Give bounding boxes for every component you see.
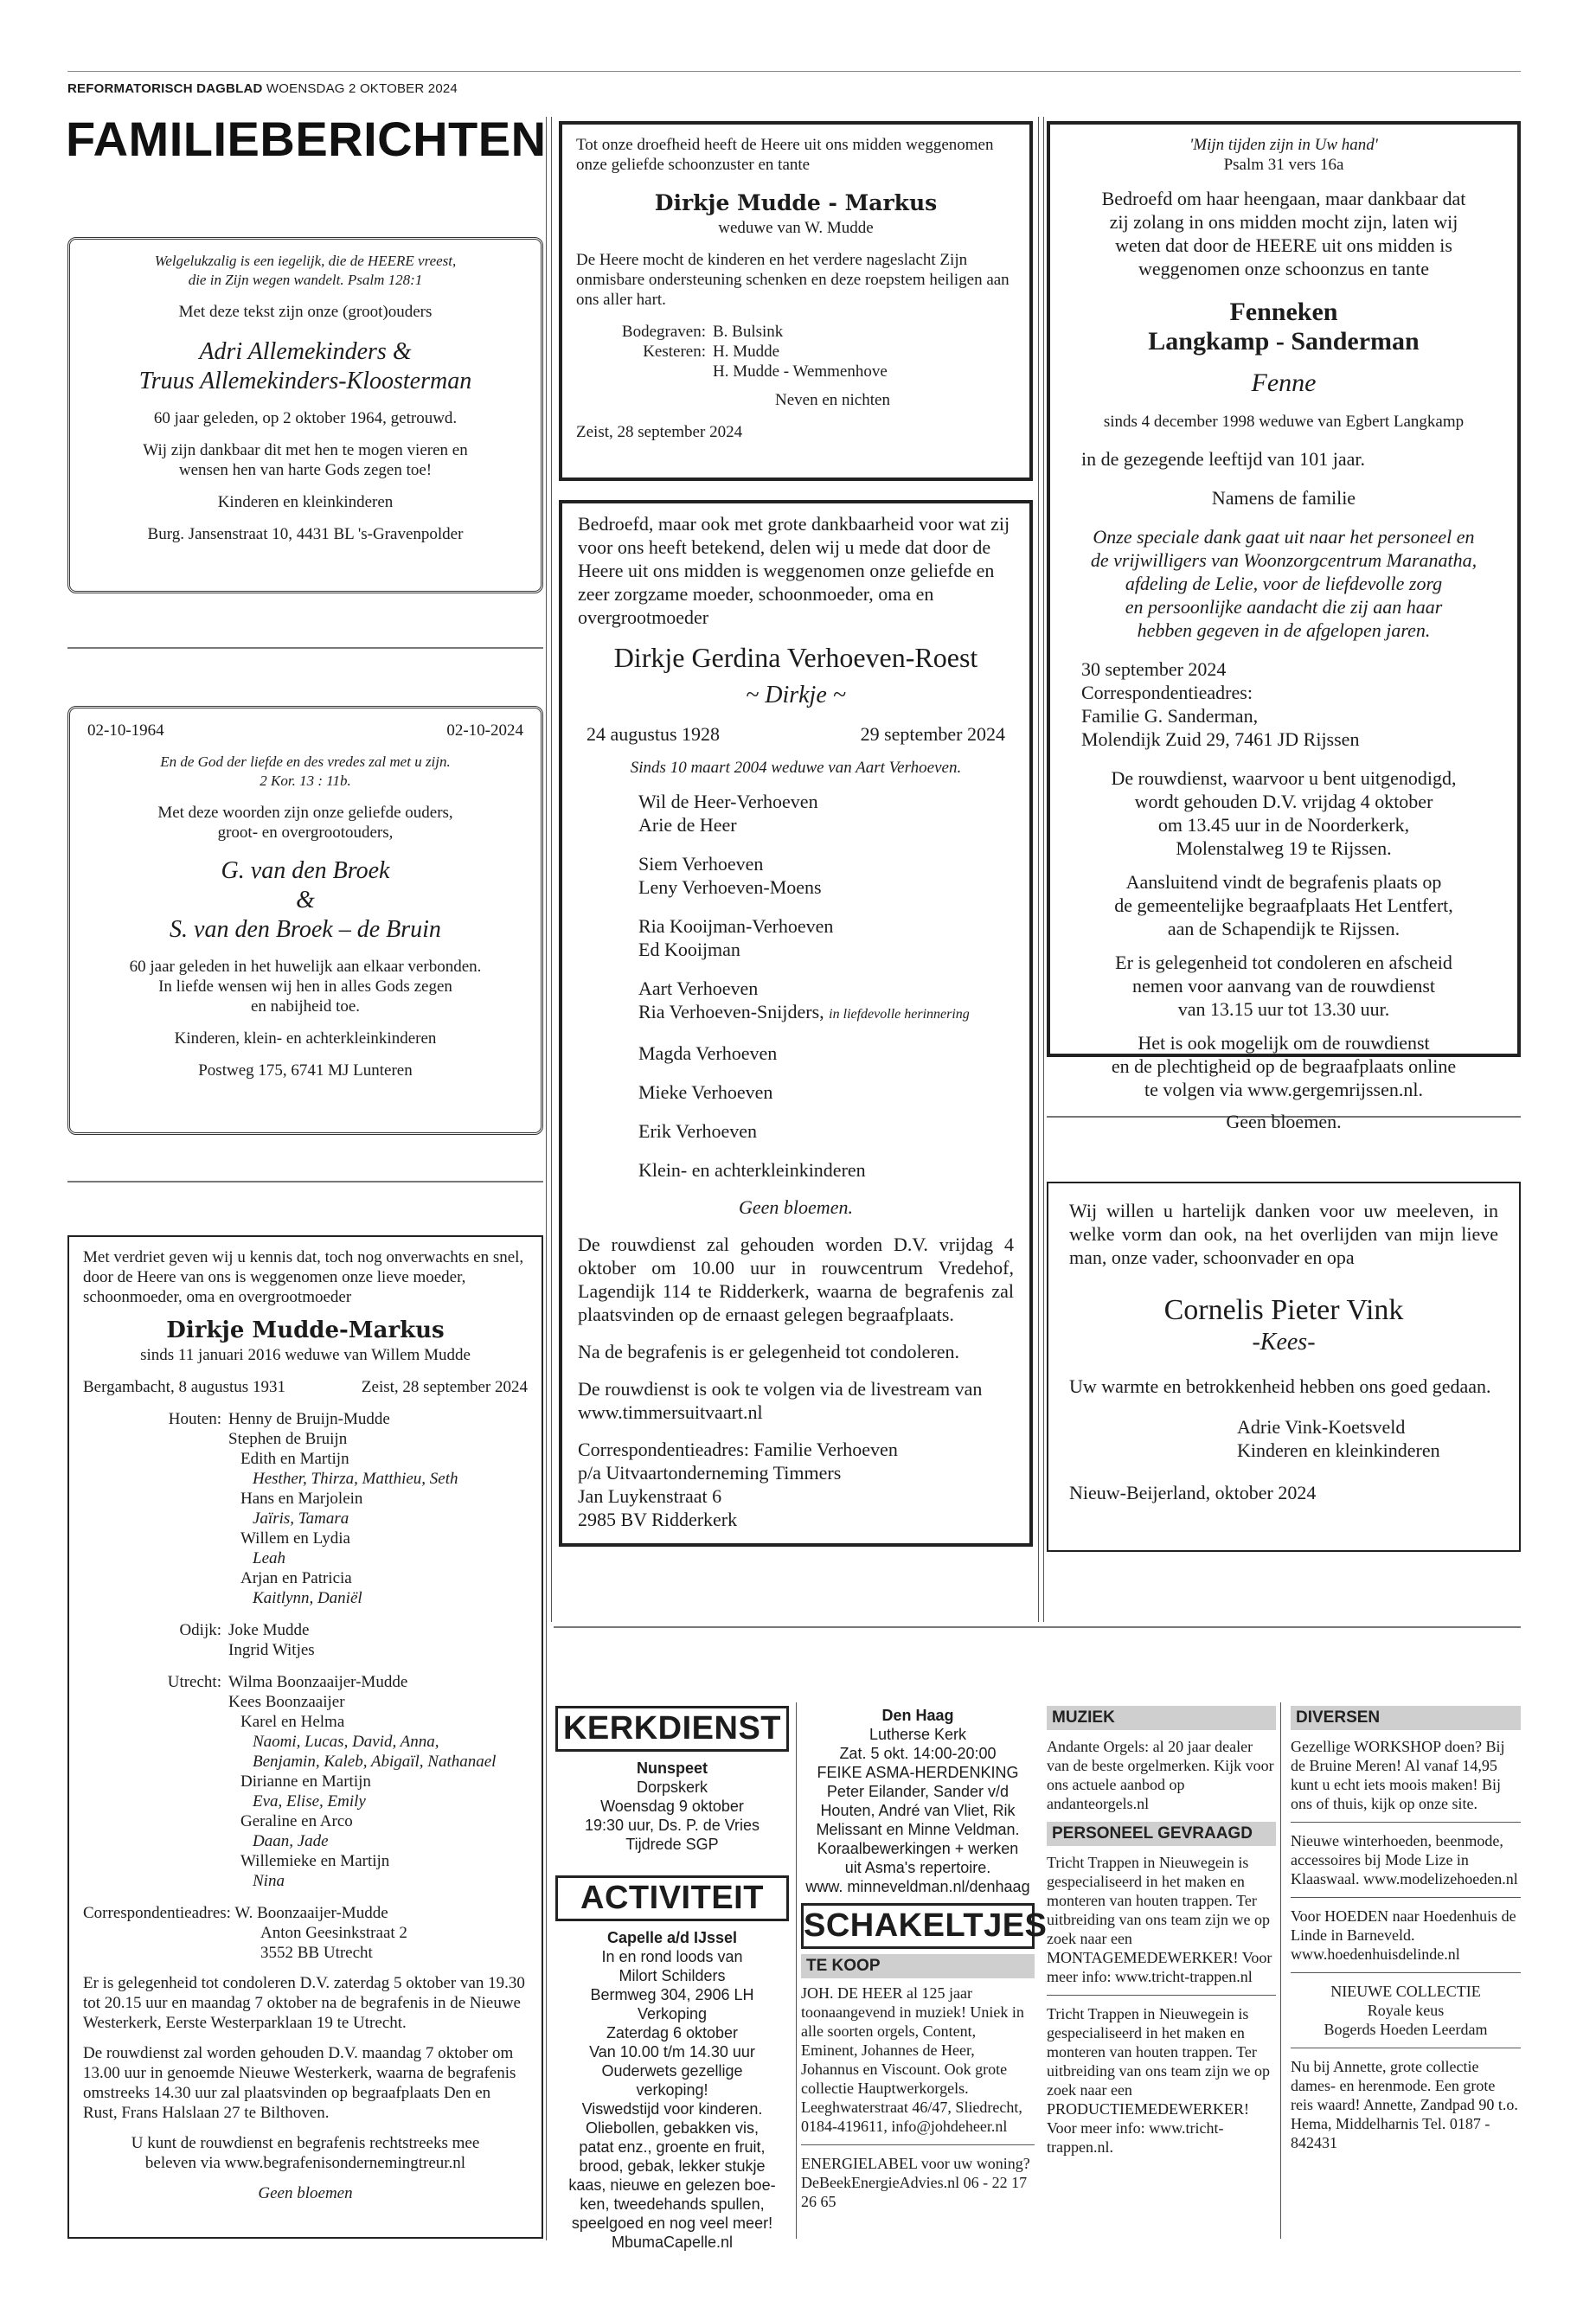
- address: Postweg 175, 6741 MJ Lunteren: [198, 1061, 413, 1080]
- text-line: nemen voor aanvang van de rouwdienst: [1131, 975, 1436, 997]
- relative: B. Bulsink: [713, 323, 784, 341]
- thanks-line: de vrijwilligers van Woonzorgcentrum Maranatha,: [1090, 549, 1477, 571]
- kerkdienst-listing: [555, 1759, 789, 1854]
- family-member: Ingrid Witjes: [228, 1641, 315, 1659]
- ad-separator: [1291, 1822, 1521, 1823]
- relative: H. Mudde - Wemmenhove: [713, 362, 888, 381]
- text-line: aan de Schapendijk te Rijssen.: [1167, 918, 1401, 939]
- grandchild: Edith en Martijn: [240, 1450, 349, 1468]
- obituary-mudde-markus-relatives: [559, 121, 1033, 481]
- signatories: Kinderen, klein- en achterkleinkinderen: [174, 1029, 437, 1048]
- born: 24 augustus 1928: [586, 723, 720, 745]
- deceased-name: Fenneken: [1229, 298, 1338, 326]
- thanks-line: Uw warmte en betrokkenheid hebben ons goed gedaan.: [1069, 1375, 1491, 1397]
- grandchild: Hans en Marjolein: [240, 1490, 363, 1508]
- text-line: van 13.15 uur tot 13.30 uur.: [1177, 998, 1390, 1020]
- corr-line: Correspondentieadres: Familie Verhoeven: [578, 1439, 898, 1460]
- te-koop-header: TE KOOP: [801, 1954, 1035, 1978]
- separator: [67, 647, 543, 649]
- column-divider: [1280, 1702, 1281, 2239]
- widow-line: sinds 11 januari 2016 weduwe van Willem Mudde: [140, 1346, 471, 1364]
- corr-line: Jan Luykenstraat 6: [578, 1485, 722, 1507]
- intro: Met deze tekst zijn onze (groot)ouders: [178, 303, 433, 321]
- ampersand: &: [296, 887, 315, 913]
- listing-line: Zaterdag 6 oktober: [606, 2024, 739, 2041]
- classified-ad: Voor HOEDEN naar Hoedenhuis de Linde in Barneveld. www.hoedenhuisdelinde.nl: [1291, 1907, 1516, 1963]
- corr-line: Familie G. Sanderman,: [1081, 705, 1259, 727]
- family-member: Kees Boonzaaijer: [228, 1693, 345, 1711]
- service-text: [1064, 766, 1503, 860]
- signatories: [1069, 1415, 1498, 1462]
- corr-line: 30 september 2024: [1081, 658, 1227, 680]
- column-divider: [796, 1702, 797, 2239]
- born: Bergambacht, 8 augustus 1931: [83, 1378, 285, 1396]
- masthead-rule: [67, 71, 1521, 72]
- denhaag-listing: [801, 1706, 1035, 1896]
- listing-line: Houten, André van Vliet, Rik: [820, 1802, 1016, 1819]
- condolence-text: Er is gelegenheid tot condoleren D.V. zaterdag 5 oktober van 19.30 tot 20.15 uur en maandag 7 oktober na de begrafenis in de Nieuwe Westerkerk, Eerste Westerparklaan 19 te Utrecht.: [83, 1974, 525, 2032]
- masthead: [67, 81, 458, 96]
- ad-line: NIEUWE COLLECTIE: [1330, 1983, 1481, 2000]
- relatives-note: Neven en nichten: [775, 391, 890, 409]
- listing-line: kaas, nieuwe en gelezen boe-: [568, 2176, 776, 2194]
- listing-line: patat enz., groente en fruit,: [579, 2138, 766, 2156]
- intro: Wij willen u hartelijk danken voor uw meeleven, in welke vorm dan ook, na het overlijden van mijn lieve man, onze vader, schoonvader en opa: [1069, 1200, 1498, 1268]
- date-right: 02-10-2024: [446, 721, 523, 740]
- diversen-block: [1291, 1706, 1521, 2152]
- classified-ad: ENERGIELABEL voor uw woning? DeBeekEnergieAdvies.nl 06 - 22 17 26 65: [801, 2155, 1030, 2210]
- family-odijk: [83, 1620, 528, 1660]
- signatories: Kinderen en kleinkinderen: [217, 493, 394, 511]
- text-line: en de plechtigheid op de begraafplaats online: [1111, 1055, 1457, 1077]
- family-member: Wil de Heer-Verhoeven: [638, 791, 818, 812]
- great-grandchildren: Eva, Elise, Emily: [253, 1792, 366, 1811]
- anniversary-ad-allemekinders: [67, 237, 543, 593]
- listing-line: Tijdrede SGP: [625, 1836, 719, 1853]
- bible-verse: 'Mijn tijden zijn in Uw hand': [1189, 136, 1378, 154]
- listing-line: uit Asma's repertoire.: [844, 1859, 991, 1876]
- ad-line: Bogerds Hoeden Leerdam: [1324, 2021, 1488, 2038]
- bible-verse: Welgelukzalig is een iegelijk, die de HEERE vreest,: [154, 253, 457, 269]
- listing-line: brood, gebak, lekker stukje: [579, 2157, 766, 2175]
- thanks-line: afdeling de Lelie, voor de liefdevolle zorg: [1125, 573, 1443, 594]
- great-grandchildren: Nina: [253, 1872, 285, 1890]
- classified-ad: Andante Orgels: al 20 jaar dealer van de beste orgelmerken. Kijk voor ons actuele aanbod op andanteorgels.nl: [1047, 1738, 1274, 1812]
- life-dates: [578, 722, 1014, 746]
- listing-line: Melissant en Minne Veldman.: [816, 1821, 1020, 1838]
- listing-line: Lutherse Kerk: [869, 1726, 967, 1743]
- activiteit-block: [555, 1875, 789, 2252]
- condolence-text: [1064, 951, 1503, 1021]
- corr-line: 3552 BB Utrecht: [260, 1944, 373, 1962]
- family-member: Aart Verhoeven: [638, 977, 759, 999]
- intro-line: Bedroefd om haar heengaan, maar dankbaar dat: [1101, 188, 1466, 209]
- service-text: De rouwdienst zal worden gehouden D.V. maandag 7 oktober om 13.00 uur in genoemde Nieuwe Westerkerk, waarna de begrafenis omstreeks 14.30 uur zal plaatsvinden op begraafplaats Den en Rust, Frans Halslaan 27 te Bilthoven.: [83, 2044, 516, 2122]
- corr-line: p/a Uitvaartonderneming Timmers: [578, 1462, 842, 1484]
- widow-line: sinds 4 december 1998 weduwe van Egbert Langkamp: [1103, 413, 1465, 431]
- great-grandchildren: Kaitlynn, Daniël: [253, 1589, 362, 1607]
- ad-separator: [1047, 1995, 1276, 1996]
- family-member: Joke Mudde: [228, 1621, 310, 1639]
- corr-line: Molendijk Zuid 29, 7461 JD Rijssen: [1081, 728, 1360, 750]
- couple-name: S. van den Broek – de Bruin: [170, 916, 441, 943]
- couple-name: G. van den Broek: [221, 857, 390, 884]
- widow-line: Sinds 10 maart 2004 weduwe van Aart Verhoeven.: [630, 759, 962, 777]
- listing-line: Oliebollen, gebakken vis,: [585, 2119, 760, 2137]
- separator: [67, 1181, 543, 1183]
- listing-line: Peter Eilander, Sander v/d: [826, 1783, 1010, 1800]
- thanks-line: hebben gegeven in de afgelopen jaren.: [1137, 619, 1431, 641]
- anniversary-line: 60 jaar geleden in het huwelijk aan elkaar verbonden.: [129, 958, 482, 976]
- correspondence: [578, 1438, 1014, 1531]
- kerkdienst-header: KERKDIENST: [555, 1706, 789, 1752]
- listing-line: Van 10.00 t/m 14.30 uur: [589, 2043, 755, 2061]
- family-member: Wilma Boonzaaijer-Mudde: [228, 1673, 408, 1691]
- intro: groot- en overgrootouders,: [217, 824, 394, 842]
- wish-line: en nabijheid toe.: [250, 997, 361, 1016]
- nickname: ~ Dirkje ~: [746, 682, 846, 708]
- great-grandchildren: Jaïris, Tamara: [253, 1509, 349, 1528]
- classified-ad: [1291, 1982, 1521, 2039]
- listing-line: FEIKE ASMA-HERDENKING: [817, 1764, 1019, 1781]
- ad-line: Royale keus: [1367, 2002, 1445, 2019]
- listing-line: 19:30 uur, Ds. P. de Vries: [584, 1817, 760, 1834]
- kerkdienst-block: [555, 1706, 789, 1854]
- family-member: Erik Verhoeven: [638, 1120, 758, 1142]
- ad-separator: [801, 2144, 1035, 2145]
- listing-line: In en rond loods van: [601, 1948, 743, 1965]
- family-member: Ed Kooijman: [638, 939, 740, 960]
- thanks-note: [1064, 525, 1503, 642]
- thanks-line: Onze speciale dank gaat uit naar het personeel en: [1093, 526, 1475, 548]
- condolence-text: Na de begrafenis is er gelegenheid tot condoleren.: [578, 1341, 960, 1362]
- deceased-name: Cornelis Pieter Vink: [1163, 1294, 1404, 1326]
- column-divider: [1043, 117, 1044, 1622]
- relatives-list: [576, 322, 1016, 410]
- family-member: Ria Verhoeven-Snijders,: [638, 1001, 824, 1022]
- family-member: Stephen de Bruijn: [228, 1430, 348, 1448]
- livestream-text: beleven via www.begrafenisondernemingtreur.nl: [144, 2154, 466, 2172]
- personeel-header: PERSONEEL GEVRAAGD: [1047, 1822, 1276, 1846]
- listing-place: Den Haag: [881, 1707, 954, 1724]
- family-member: Mieke Verhoeven: [638, 1081, 773, 1103]
- obituary-langkamp-sanderman: [1047, 121, 1521, 1132]
- activiteit-header: ACTIVITEIT: [555, 1875, 789, 1921]
- great-grandchildren: Benjamin, Kaleb, Abigaïl, Nathanael: [253, 1753, 497, 1771]
- place-label: Bodegraven:: [621, 323, 706, 341]
- listing-place: Nunspeet: [636, 1759, 708, 1777]
- listing-line: Verkoping: [637, 2005, 708, 2022]
- deceased-name: Dirkje Mudde-Markus: [166, 1317, 445, 1343]
- grandchild: Karel en Helma: [240, 1713, 345, 1731]
- grandchild: Geraline en Arco: [240, 1812, 353, 1830]
- bible-verse-ref: die in Zijn wegen wandelt. Psalm 128:1: [188, 272, 423, 288]
- family-member: Klein- en achterkleinkinderen: [638, 1159, 866, 1181]
- listing-line: www. minneveldman.nl/denhaag: [805, 1878, 1030, 1895]
- text-line: te volgen via www.gergemrijssen.nl.: [1144, 1079, 1423, 1100]
- classified-ad: Nu bij Annette, grote collectie dames- en herenmode. Een grote reis waard! Annette, Zandpad 90 t.o. Hema, Middelharnis Tel. 0187 - 842431: [1291, 2058, 1518, 2151]
- great-grandchildren: Leah: [253, 1549, 285, 1567]
- corr-line: Anton Geesinkstraat 2: [260, 1924, 407, 1942]
- column-divider: [1038, 117, 1039, 1622]
- service-text: De rouwdienst zal gehouden worden D.V. vrijdag 4 oktober om 10.00 uur in rouwcentrum Vredehof, Lagendijk 114 te Ridderkerk, waarna de begrafenis zal plaatsvinden op de ernaast gelegen begraafplaats.: [578, 1234, 1014, 1325]
- place-label: Kesteren:: [643, 343, 706, 361]
- deceased-name: Dirkje Mudde - Markus: [654, 190, 938, 215]
- text-line: Aansluitend vindt de begrafenis plaats op: [1125, 871, 1442, 893]
- died: 29 september 2024: [860, 723, 1005, 745]
- closing: Geen bloemen.: [1226, 1111, 1342, 1132]
- corr-line: 2985 BV Ridderkerk: [578, 1509, 738, 1530]
- classified-ad: Gezellige WORKSHOP doen? Bij de Bruine Meren! Al vanaf 14,95 kunt u echt iets moois maken! Bij ons of thuis, kijk op onze site.: [1291, 1738, 1505, 1812]
- nickname: -Kees-: [1252, 1329, 1316, 1356]
- bible-verse-ref: 2 Kor. 13 : 11b.: [260, 772, 351, 789]
- correspondence: [1064, 657, 1503, 751]
- anniversary-line: 60 jaar geleden, op 2 oktober 1964, getrouwd.: [153, 409, 458, 427]
- nickname: Fenne: [1251, 369, 1317, 397]
- livestream-text: De rouwdienst is ook te volgen via de livestream van www.timmersuitvaart.nl: [578, 1378, 983, 1423]
- classified-ad: Tricht Trappen in Nieuwegein is gespecialiseerd in het maken en monteren van houten trappen. Ter uitbreiding van ons team zijn we op zoek naar een MONTAGEMEDEWERKER! Voor meer info: www.tricht-trappen.nl: [1047, 1854, 1272, 1985]
- thanks-line: en persoonlijke aandacht die zij aan haar: [1125, 596, 1443, 618]
- grandchild: Arjan en Patricia: [240, 1569, 352, 1587]
- schakeltjes-block: [801, 1903, 1048, 2211]
- ad-separator: [1291, 1897, 1521, 1898]
- listing-line: Milort Schilders: [619, 1967, 726, 1984]
- place-date: Zeist, 28 september 2024: [576, 423, 743, 441]
- great-grandchildren: Daan, Jade: [253, 1832, 329, 1850]
- intro: Bedroefd, maar ook met grote dankbaarheid voor wat zij voor ons heeft betekend, delen wij u mede dat door de Heere uit ons midden is weggenomen onze geliefde en zeer zorgzame moeder, schoonmoeder, oma en overgrootmoeder: [578, 513, 1010, 628]
- life-dates: [83, 1377, 528, 1397]
- signatory: Kinderen en kleinkinderen: [1237, 1439, 1440, 1461]
- address: Burg. Jansenstraat 10, 4431 BL 's-Gravenpolder: [147, 525, 464, 543]
- relative: H. Mudde: [713, 343, 780, 361]
- intro: Met verdriet geven wij u kennis dat, toch nog onverwachts en snel, door de Heere van ons is weggenomen onze lieve moeder, schoonmoeder, oma en overgrootmoeder: [83, 1248, 524, 1306]
- listing-line: Woensdag 9 oktober: [600, 1798, 744, 1815]
- intro-line: zij zolang in ons midden mocht zijn, laten wij: [1109, 211, 1458, 233]
- text-line: wordt gehouden D.V. vrijdag 4 oktober: [1134, 791, 1433, 812]
- corr-label: Correspondentieadres:: [83, 1904, 231, 1922]
- listing-line: Viswedstijd voor kinderen.: [581, 2100, 763, 2118]
- signatory: Adrie Vink-Koetsveld: [1237, 1416, 1406, 1438]
- intro: Tot onze droefheid heeft de Heere uit ons midden weggenomen onze geliefde schoonzuster en tante: [576, 136, 994, 174]
- listing-line: Zat. 5 okt. 14:00-20:00: [839, 1745, 997, 1762]
- text-line: Molenstalweg 19 te Rijssen.: [1176, 837, 1392, 859]
- separator: [554, 1626, 1521, 1628]
- family-member: Arie de Heer: [638, 814, 737, 836]
- date-left: 02-10-1964: [87, 721, 164, 740]
- place-label: Houten:: [168, 1410, 221, 1428]
- listing-line: Dorpskerk: [636, 1779, 708, 1796]
- dates-row: [87, 721, 523, 740]
- died: Zeist, 28 september 2024: [361, 1378, 528, 1396]
- intro: Met deze woorden zijn onze geliefde ouders,: [157, 804, 453, 822]
- deceased-name: Langkamp - Sanderman: [1148, 327, 1420, 356]
- listing-line: ken, tweedehands spullen,: [580, 2195, 765, 2213]
- widow-line: weduwe van W. Mudde: [718, 219, 874, 237]
- column-divider: [551, 117, 552, 1622]
- family-houten: [83, 1409, 528, 1608]
- grandchild: Willemieke en Martijn: [240, 1852, 390, 1870]
- wish-line: In liefde wensen wij hen in alles Gods zegen: [158, 977, 452, 996]
- text-line: de gemeentelijke begraafplaats Het Lentfert,: [1114, 894, 1453, 916]
- place-label: Utrecht:: [167, 1673, 221, 1691]
- grandchild: Dirianne en Martijn: [240, 1772, 371, 1791]
- correspondence: [83, 1903, 528, 1963]
- listing-place: Capelle a/d IJssel: [606, 1929, 738, 1946]
- section-title: FAMILIEBERICHTEN: [66, 112, 547, 166]
- intro-line: weten dat door de HEERE uit ons midden is: [1115, 234, 1452, 256]
- diversen-header: DIVERSEN: [1291, 1706, 1521, 1730]
- text-line: om 13.45 uur in de Noorderkerk,: [1157, 814, 1410, 836]
- ad-separator: [1291, 1972, 1521, 1973]
- schakeltjes-header: SCHAKELTJES: [801, 1903, 1035, 1949]
- activiteit-listing: [555, 1928, 789, 2252]
- psalm-ref: Psalm 31 vers 16a: [1223, 156, 1344, 174]
- place-label: Odijk:: [179, 1621, 221, 1639]
- bible-verse: En de God der liefde en des vredes zal met u zijn.: [160, 753, 451, 770]
- place-date: Nieuw-Beijerland, oktober 2024: [1069, 1482, 1317, 1503]
- family-member: Leny Verhoeven-Moens: [638, 876, 822, 898]
- closing: Geen bloemen: [258, 2184, 353, 2202]
- grandchild: Willem en Lydia: [240, 1529, 350, 1548]
- anniversary-ad-van-den-broek: [67, 706, 543, 1135]
- memory-note: in liefdevolle herinnering: [829, 1007, 970, 1022]
- couple-name: Adri Allemekinders &: [199, 338, 412, 365]
- classified-ad: Nieuwe winterhoeden, beenmode, accessoires bij Mode Lize in Klaaswaal. www.modelizehoeden.nl: [1291, 1832, 1518, 1888]
- great-grandchildren: Hesther, Thirza, Matthieu, Seth: [253, 1470, 458, 1488]
- listing-line: Ouderwets gezellige: [601, 2062, 743, 2080]
- obituary-verhoeven-roest: [559, 500, 1033, 1547]
- wish-line: wensen hen van harte Gods zegen toe!: [178, 461, 433, 479]
- family-utrecht: [83, 1672, 528, 1891]
- no-flowers: Geen bloemen.: [739, 1196, 853, 1218]
- obituary-mudde-markus-family: [67, 1235, 543, 2239]
- classified-ad: JOH. DE HEER al 125 jaar toonaangevend in muziek! Uniek in alle soorten orgels, Content, Eminent, Johannes de Heer, Johannus en Viscount. Ook grote collectie Hauptwerkorgels. Leeghwaterstraat 46/47, Sliedrecht, 0184-419611, info@johdeheer.nl: [801, 1984, 1024, 2135]
- listing-line: MbumaCapelle.nl: [611, 2234, 734, 2251]
- paper-name: REFORMATORISCH DAGBLAD: [67, 81, 263, 96]
- column-divider: [546, 117, 547, 2240]
- muziek-block: [1047, 1706, 1276, 2157]
- issue-date: WOENSDAG 2 OKTOBER 2024: [266, 81, 458, 96]
- muziek-header: MUZIEK: [1047, 1706, 1276, 1730]
- corr-line: Correspondentieadres:: [1081, 682, 1253, 703]
- text-line: Er is gelegenheid tot condoleren en afscheid: [1115, 952, 1452, 973]
- family-member: Ria Kooijman-Verhoeven: [638, 915, 834, 937]
- text-line: De rouwdienst, waarvoor u bent uitgenodigd,: [1111, 767, 1457, 789]
- family-member: Magda Verhoeven: [638, 1042, 778, 1064]
- intro-line: weggenomen onze schoonzus en tante: [1138, 258, 1429, 279]
- family-line: Namens de familie: [1211, 487, 1356, 509]
- couple-name: Truus Allemekinders-Kloosterman: [138, 368, 472, 394]
- text: De Heere mocht de kinderen en het verdere nageslacht Zijn onmisbare ondersteuning schenken en deze roepstem heiligen aan ons aller hart.: [576, 251, 1010, 309]
- corr-line: W. Boonzaaijer-Mudde: [234, 1904, 388, 1922]
- intro: [1064, 187, 1503, 280]
- great-grandchildren: Naomi, Lucas, David, Anna,: [253, 1733, 439, 1751]
- listing-line: verkoping!: [636, 2081, 708, 2099]
- classified-ad: Tricht Trappen in Nieuwegein is gespecialiseerd in het maken en monteren van houten trappen. Ter uitbreiding van ons team zijn we op zoek naar een PRODUCTIEMEDEWERKER! Voor meer info: www.tricht-trappen.nl.: [1047, 2005, 1270, 2156]
- family-member: Siem Verhoeven: [638, 853, 764, 875]
- burial-text: [1064, 870, 1503, 940]
- thanks-ad-vink: [1047, 1182, 1521, 1552]
- livestream-text: U kunt de rouwdienst en begrafenis rechtstreeks mee: [131, 2134, 480, 2152]
- age-line: in de gezegende leeftijd van 101 jaar.: [1081, 448, 1366, 470]
- wish-line: Wij zijn dankbaar dit met hen te mogen vieren en: [143, 441, 468, 459]
- listing-line: Bermweg 304, 2906 LH: [590, 1986, 754, 2003]
- listing-line: Koraalbewerkingen + werken: [817, 1840, 1019, 1857]
- family-list: [578, 790, 1014, 1182]
- livestream-text: [1064, 1031, 1503, 1101]
- listing-line: speelgoed en nog veel meer!: [571, 2214, 773, 2232]
- deceased-name: Dirkje Gerdina Verhoeven-Roest: [613, 642, 978, 673]
- family-member: Henny de Bruijn-Mudde: [228, 1410, 390, 1428]
- text-line: Het is ook mogelijk om de rouwdienst: [1138, 1032, 1430, 1054]
